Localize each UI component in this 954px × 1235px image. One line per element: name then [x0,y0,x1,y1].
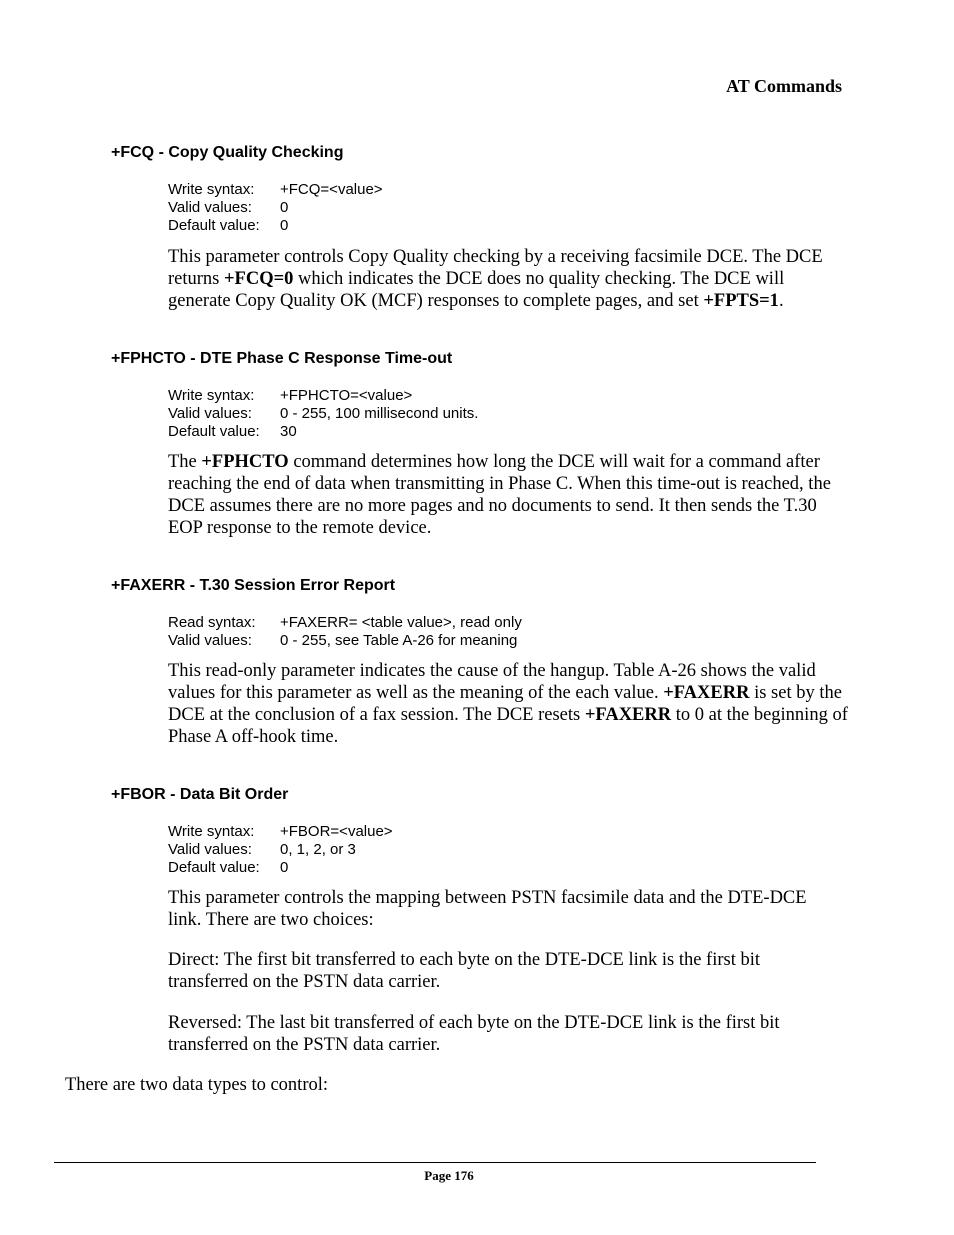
section-heading: +FCQ - Copy Quality Checking [111,144,344,161]
param-value: 0 [280,859,289,876]
body-paragraph [168,1012,808,1056]
text-run: This read-only parameter indicates the cause of the hangup. Table A-26 shows the valid values for this parameter as well as the meaning of the each value. [168,661,816,703]
body-paragraph [168,451,848,539]
text-run: command determines how long the DCE will wait for a command after reaching the end of data when transmitting in Phase C. When this time-out is reached, the DCE assumes there are no more pages and no documents to send. It then sends the T.30 EOP response to the remote device. [168,452,831,538]
param-row [168,632,522,650]
param-row [168,423,478,441]
body-paragraph [168,246,848,312]
body-paragraph [168,949,808,993]
text-run: to 0 at the beginning of Phase A off-hook time. [168,705,848,747]
command-name: +FCQ=0 [224,269,294,289]
command-name: +FAXERR [584,705,672,725]
param-table [168,614,522,650]
body-paragraph [168,660,848,748]
param-value: +FCQ=<value> [280,181,383,198]
param-row [168,405,478,423]
text-run: is set by the DCE at the conclusion of a fax session. The DCE resets [168,683,842,725]
section-heading: +FAXERR - T.30 Session Error Report [111,577,396,594]
param-label: Valid values: [168,199,252,216]
param-table [168,181,383,235]
param-label: Default value: [168,859,260,876]
text-run: . [778,291,784,311]
param-value: 0 - 255, see Table A-26 for meaning [280,632,518,649]
param-label: Valid values: [168,841,252,858]
param-row [168,199,383,217]
text-run: Reversed: The last bit transferred of each byte on the DTE-DCE link is the first bit transferred on the PSTN data carrier. [168,1013,780,1055]
param-value: +FPHCTO=<value> [280,387,413,404]
param-label: Write syntax: [168,387,255,404]
param-label: Write syntax: [168,823,255,840]
param-table [168,823,393,877]
param-row [168,614,522,632]
page-number: Page 176 [424,1168,474,1183]
text-run: This parameter controls Copy Quality checking by a receiving facsimile DCE. The DCE returns [168,247,823,289]
running-header: AT Commands [726,76,842,96]
command-name: +FPTS=1 [703,291,779,311]
param-label: Valid values: [168,405,252,422]
param-row [168,217,383,235]
section-heading: +FPHCTO - DTE Phase C Response Time-out [111,350,453,367]
param-value: +FBOR=<value> [280,823,393,840]
command-name: +FPHCTO [201,452,289,472]
param-value: 30 [280,423,297,440]
command-name: +FAXERR [663,683,750,703]
param-value: 0 - 255, 100 millisecond units. [280,405,479,422]
param-label: Default value: [168,423,260,440]
param-value: 0 [280,199,289,216]
param-table [168,387,478,441]
param-row [168,823,393,841]
text-run: This parameter controls the mapping between PSTN facsimile data and the DTE-DCE link. There are two choices: [168,888,807,930]
body-paragraph [168,887,828,931]
param-row [168,181,383,199]
footer-divider [54,1162,816,1163]
param-label: Read syntax: [168,614,256,631]
param-row [168,841,393,859]
text-run: The [168,452,202,472]
closing-text: There are two data types to control: [65,1075,329,1095]
param-label: Default value: [168,217,260,234]
param-label: Write syntax: [168,181,255,198]
param-row [168,859,393,877]
text-run: Direct: The first bit transferred to each byte on the DTE-DCE link is the first bit transferred on the PSTN data carrier. [168,950,761,992]
param-label: Valid values: [168,632,252,649]
param-value: 0 [280,217,289,234]
section-heading: +FBOR - Data Bit Order [111,786,289,803]
param-value: 0, 1, 2, or 3 [280,841,356,858]
param-value: +FAXERR= <table value>, read only [280,614,522,631]
text-run: which indicates the DCE does no quality checking. The DCE will generate Copy Quality OK (MCF) responses to complete pages, and set [168,269,785,311]
param-row [168,387,478,405]
